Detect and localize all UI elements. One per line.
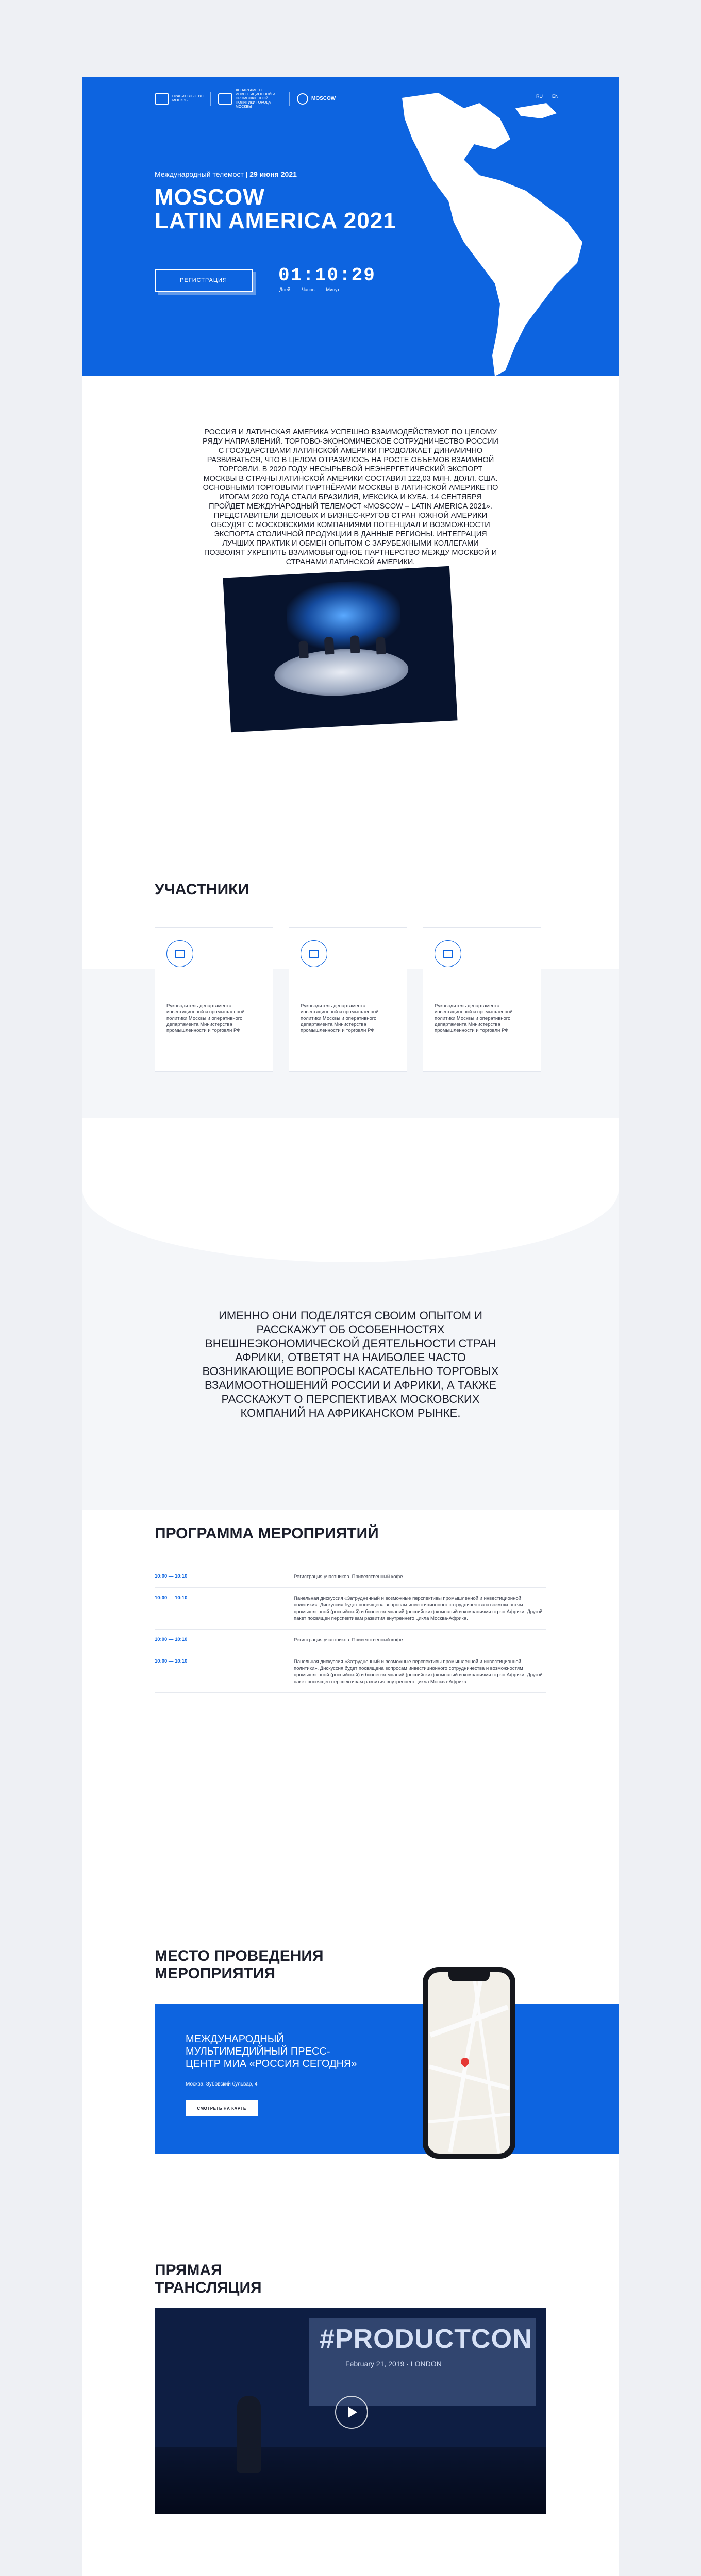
countdown-label-days: Дней: [279, 287, 291, 292]
intro-text: РОССИЯ И ЛАТИНСКАЯ АМЕРИКА УСПЕШНО ВЗАИМОДЕЙСТВУЮТ ПО ЦЕЛОМУ РЯДУ НАПРАВЛЕНИЙ. ТОРГОВО-ЭКОНОМИЧЕСКОЕ СОТРУДНИЧЕСТВО РОССИИ С ГОСУДАРСТВАМИ ЛАТИНСКОЙ АМЕРИКИ ПРОДОЛЖАЕТ ДИНАМИЧНО РАЗВИВАТЬСЯ, ЧТО В ЦЕЛОМ ОТРАЗИЛОСЬ НА РОСТЕ ОБЪЕМОВ ВЗАИМНОЙ ТОРГОВЛИ. В 2020 ГОДУ НЕСЫРЬЕВОЙ НЕЭНЕРГЕТИЧЕСКИЙ ЭКСПОРТ МОСКВЫ В СТРАНЫ ЛАТИНСКОЙ АМЕРИКИ СОСТАВИЛ 122,03 МЛН. ДОЛЛ. США. ОСНОВНЫМИ ТОРГОВЫМИ ПАРТНЁРАМИ МОСКВЫ В ЛАТИНСКОЙ АМЕРИКЕ ПО ИТОГАМ 2020 ГОДА СТАЛИ БРАЗИЛИЯ, МЕКСИКА И КУБА. 14 СЕНТЯБРЯ ПРОЙДЕТ МЕЖДУНАРОДНЫЙ ТЕЛЕМОСТ «MOSCOW – LATIN AMERICA 2021». ПРЕДСТАВИТЕЛИ ДЕЛОВЫХ И БИЗНЕС-КРУГОВ СТРАН ЮЖНОЙ АМЕРИКИ ОБСУДЯТ С МОСКОВСКИМИ КОМПАНИЯМИ ПОТЕНЦИАЛ И ВОЗМОЖНОСТИ ЭКСПОРТА СТОЛИЧНОЙ ПРОДУКЦИИ В ДАННЫЕ РЕГИОНЫ. ИНТЕГРАЦИЯ ЛУЧШИХ ПРАКТИК И ОБМЕН ОПЫТОМ С ЗАРУБЕЖНЫМИ КОЛЛЕГАМИ ПОЗВОЛЯТ УКРЕПИТЬ ВЗАИМОВЫГОДНОЕ ПАРТНЕРСТВО МЕЖДУ МОСКВОЙ И СТРАНАМИ ЛАТИНСКОЙ АМЕРИКИ.: [203, 428, 498, 566]
venue-name: МЕЖДУНАРОДНЫЙ МУЛЬТИМЕДИЙНЫЙ ПРЕСС-ЦЕНТР МИА «РОССИЯ СЕГОДНЯ»: [186, 2033, 357, 2070]
image-placeholder-icon: [301, 940, 327, 967]
hero-date-value: 29 июня 2021: [249, 170, 297, 178]
hero-date: Международный телемост | 29 июня 2021: [155, 170, 297, 178]
stream-title: ПРЯМАЯ ТРАНСЛЯЦИЯ: [155, 2262, 262, 2296]
phone-notch: [448, 1972, 490, 1981]
venue-section: [82, 1901, 619, 2221]
countdown-value: 01:10:29: [278, 265, 376, 286]
venue-address: Москва, Зубовский бульвар, 4: [186, 2081, 258, 2087]
intro-section: [82, 376, 619, 1190]
participants-title: УЧАСТНИКИ: [155, 881, 249, 898]
page: [82, 77, 619, 2576]
logo-divider: [289, 92, 290, 106]
phone-map[interactable]: [428, 1972, 510, 2154]
speaker-figure: [324, 637, 335, 655]
latin-america-map: [392, 88, 619, 376]
program-time: 10:00 — 10:10: [155, 1637, 188, 1642]
countdown-labels: [278, 287, 376, 292]
program-time: 10:00 — 10:10: [155, 1595, 188, 1601]
header-logos: [155, 89, 342, 109]
video-player[interactable]: [155, 2308, 546, 2514]
quote-section: [82, 1190, 619, 1510]
lang-en[interactable]: EN: [552, 94, 559, 99]
view-map-button[interactable]: СМОТРЕТЬ НА КАРТЕ: [186, 2100, 258, 2116]
map-road: [429, 2064, 510, 2090]
image-placeholder-icon: [166, 940, 193, 967]
countdown-label-hours: Часов: [302, 287, 315, 292]
speaker-figure: [350, 635, 360, 653]
program-desc: Регистрация участников. Приветственный кофе.: [294, 1574, 405, 1580]
program-desc: Панельная дискуссия «Затрудненный и возможные перспективы промышленной и инвестиционной политики». Дискуссия будет посвящена вопросам инвестиционного сотрудничества и возможностям промышленной (российской) и бизнес-компаний (российских) компаний и компаниями стран Африки. Другой пакет посвящен перспективам развития внутреннего цикла Москва-Африка.: [294, 1596, 543, 1621]
video-brand: #PRODUCTCON: [320, 2324, 532, 2354]
participant-text: Руководитель департамента инвестиционной и промышленной политики Москвы и оперативного департамента Министерства промышленности и торговли РФ: [435, 1003, 513, 1033]
program-time: 10:00 — 10:10: [155, 1658, 188, 1664]
video-audience: [155, 2447, 546, 2514]
quote-text: ИМЕННО ОНИ ПОДЕЛЯТСЯ СВОИМ ОПЫТОМ И РАССКАЖУТ ОБ ОСОБЕННОСТЯХ ВНЕШНЕЭКОНОМИЧЕСКОЙ ДЕЯТЕЛЬНОСТИ СТРАН АФРИКИ, ОТВЕТЯТ НА НАИБОЛЕЕ ЧАСТО ВОЗНИКАЮЩИЕ ВОПРОСЫ КАСАТЕЛЬНО ТОРГОВЫХ ВЗАИМООТНОШЕНИЙ РОССИИ И АФРИКИ, А ТАКЖЕ РАССКАЖУТ О ПЕРСПЕКТИВАХ МОСКОВСКИХ КОМПАНИЙ НА АФРИКАНСКОМ РЫНКЕ.: [202, 1309, 499, 1419]
venue-card: [155, 2004, 619, 2154]
speaker-figure: [298, 640, 309, 658]
hero-section: [82, 77, 619, 376]
hero-title-line1: MOSCOW: [155, 184, 265, 210]
lang-ru[interactable]: RU: [536, 94, 543, 99]
phone-mockup: [423, 1967, 515, 2159]
program-item: [155, 1630, 546, 1651]
hero-title: [155, 185, 423, 233]
participants-cards: [155, 927, 541, 1072]
organizer-section: [82, 2561, 619, 2576]
participant-text: Руководитель департамента инвестиционной и промышленной политики Москвы и оперативного департамента Министерства промышленности и торговли РФ: [166, 1003, 245, 1033]
participant-text: Руководитель департамента инвестиционной и промышленной политики Москвы и оперативного департамента Министерства промышленности и торговли РФ: [301, 1003, 379, 1033]
participant-card[interactable]: [289, 927, 407, 1072]
program-desc: Регистрация участников. Приветственный кофе.: [294, 1637, 405, 1643]
logo-department-text: ДЕПАРТАМЕНТ ИНВЕСТИЦИОННОЙ И ПРОМЫШЛЕННОЙ ПОЛИТИКИ ГОРОДА МОСКВЫ: [236, 89, 275, 109]
stream-section: [82, 2221, 619, 2561]
speaker-figure: [376, 636, 386, 654]
program-item: [155, 1566, 546, 1588]
emblem-icon: [218, 93, 232, 105]
program-desc: Панельная дискуссия «Затрудненный и возможные перспективы промышленной и инвестиционной политики». Дискуссия будет посвящена вопросам инвестиционного сотрудничества и возможностям промышленной (российской) и бизнес-компаний (российских) компаний и компаниями стран Африки. Другой пакет посвящен перспективам развития внутреннего цикла Москва-Африка.: [294, 1659, 543, 1685]
program-title: ПРОГРАММА МЕРОПРИЯТИЙ: [155, 1525, 379, 1542]
program-time: 10:00 — 10:10: [155, 1573, 188, 1579]
video-subtitle: February 21, 2019 · LONDON: [345, 2360, 442, 2368]
logo-mosexport[interactable]: [297, 93, 342, 105]
logo-government[interactable]: [155, 93, 203, 105]
program-section: [82, 1510, 619, 1901]
map-pin-icon: [459, 2056, 471, 2068]
logo-department[interactable]: [218, 89, 282, 109]
video-speaker: [237, 2396, 261, 2473]
countdown-label-minutes: Минут: [326, 287, 340, 292]
program-item: [155, 1588, 546, 1630]
image-placeholder-icon: [435, 940, 461, 967]
language-switch: [536, 94, 559, 99]
conference-photo: [223, 566, 457, 733]
countdown-timer: [278, 265, 376, 292]
hero-title-line2: LATIN AMERICA 2021: [155, 208, 396, 233]
logo-divider: [210, 92, 211, 106]
program-item: [155, 1651, 546, 1693]
participant-card[interactable]: [155, 927, 273, 1072]
map-road: [472, 1973, 500, 2153]
participant-card[interactable]: [423, 927, 541, 1072]
map-road: [428, 2113, 510, 2123]
venue-title: МЕСТО ПРОВЕДЕНИЯ МЕРОПРИЯТИЯ: [155, 1947, 324, 1982]
decorative-arc: [82, 1118, 619, 1262]
play-icon[interactable]: [335, 2396, 368, 2429]
program-list: [155, 1566, 546, 1693]
logo-government-text: ПРАВИТЕЛЬСТВО МОСКВЫ: [172, 95, 204, 103]
register-button[interactable]: РЕГИСТРАЦИЯ: [155, 269, 253, 292]
logo-mosexport-text: MOSCOW: [311, 96, 336, 101]
stage-platform: [273, 646, 409, 699]
emblem-icon: [155, 93, 169, 105]
hero-date-prefix: Международный телемост: [155, 170, 244, 178]
globe-icon: [297, 93, 308, 105]
